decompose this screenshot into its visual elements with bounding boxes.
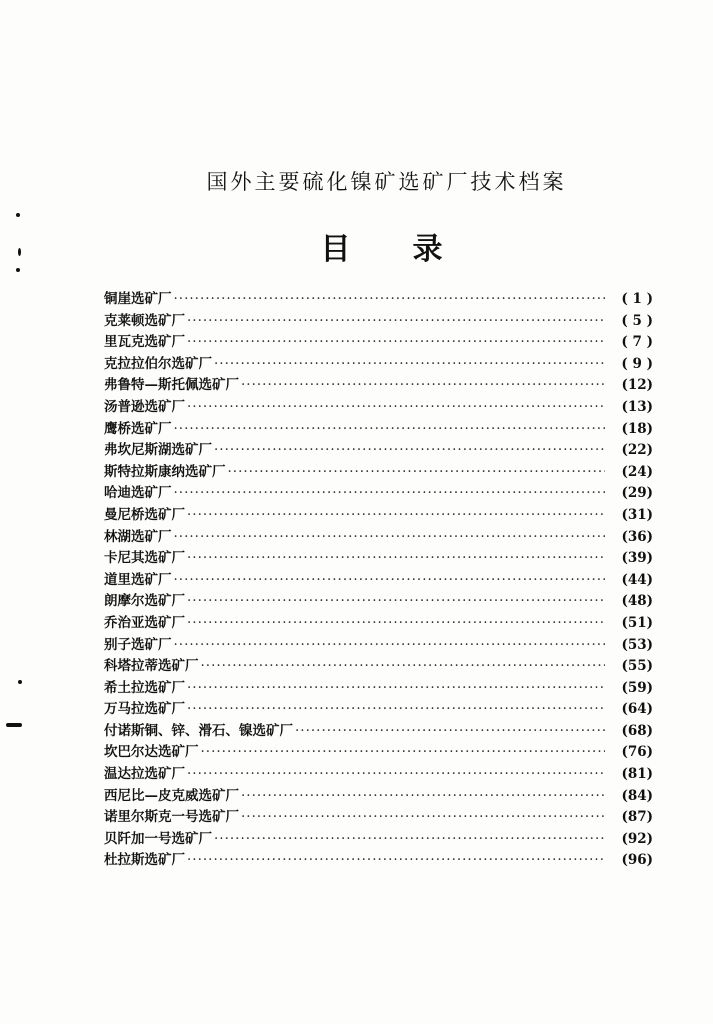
dot-leader — [174, 570, 606, 592]
dot-leader — [187, 311, 605, 333]
toc-entry-title: 万马拉选矿厂 — [104, 701, 185, 718]
dot-leader — [201, 742, 606, 764]
toc-entry-title: 坎巴尔达选矿厂 — [104, 744, 199, 761]
toc-entry-title: 斯特拉斯康纳选矿厂 — [104, 463, 226, 480]
dot-leader — [187, 591, 605, 613]
toc-entry-title: 科塔拉蒂选矿厂 — [104, 658, 199, 675]
toc-entry[interactable] — [104, 635, 653, 657]
dot-leader — [241, 807, 605, 829]
dot-leader — [214, 829, 605, 851]
dot-leader — [228, 462, 606, 484]
dot-leader — [174, 289, 606, 311]
toc-entry-title: 弗坎尼斯湖选矿厂 — [104, 442, 212, 459]
toc-entry-title: 卡尼其选矿厂 — [104, 550, 185, 567]
dot-leader — [174, 527, 606, 549]
scan-speck — [16, 213, 20, 217]
toc-entry[interactable] — [104, 462, 653, 484]
toc-entry-page: (44) — [621, 571, 653, 588]
toc-heading-char-1: 目 — [320, 232, 351, 267]
toc-heading — [0, 224, 713, 268]
toc-entry-page: (92) — [621, 830, 653, 847]
toc-heading-char-2: 录 — [412, 232, 443, 267]
dot-leader — [201, 656, 606, 678]
toc-entry-title: 弗鲁特—斯托佩选矿厂 — [104, 377, 239, 394]
toc-entry[interactable] — [104, 570, 653, 592]
toc-entry-page: (59) — [621, 679, 653, 696]
toc-entry-page: (68) — [621, 722, 653, 739]
toc-entry-page: (36) — [621, 528, 653, 545]
toc-entry[interactable] — [104, 289, 653, 311]
dot-leader — [187, 397, 605, 419]
toc-entry[interactable] — [104, 678, 653, 700]
toc-entry-page: (96) — [621, 852, 653, 869]
toc-entry-title: 道里选矿厂 — [104, 571, 172, 588]
toc-entry[interactable] — [104, 742, 653, 764]
toc-entry-title: 朗摩尔选矿厂 — [104, 593, 185, 610]
dot-leader — [187, 850, 605, 872]
dot-leader — [174, 483, 606, 505]
toc-entry-title: 汤普逊选矿厂 — [104, 398, 185, 415]
toc-entry-title: 希土拉选矿厂 — [104, 679, 185, 696]
toc-entry-page: (55) — [621, 658, 653, 675]
scan-speck — [6, 723, 22, 727]
toc-entry-title: 鹰桥选矿厂 — [104, 420, 172, 437]
toc-entry[interactable] — [104, 656, 653, 678]
toc-entry[interactable] — [104, 397, 653, 419]
toc-entry[interactable] — [104, 548, 653, 570]
toc-entry-title: 杜拉斯选矿厂 — [104, 852, 185, 869]
toc-entry-page: (18) — [621, 420, 653, 437]
toc-entry-title: 付诺斯铜、锌、滑石、镍选矿厂 — [104, 722, 293, 739]
toc-entry-page: (31) — [621, 506, 653, 523]
toc-entry[interactable] — [104, 440, 653, 462]
toc-entry-page: (22) — [621, 442, 653, 459]
toc-entry[interactable] — [104, 829, 653, 851]
dot-leader — [214, 354, 605, 376]
dot-leader — [241, 786, 605, 808]
dot-leader — [174, 419, 606, 441]
dot-leader — [187, 332, 605, 354]
toc-entry-page: (81) — [621, 766, 653, 783]
toc-entry-page: ( 9 ) — [621, 355, 653, 372]
dot-leader — [241, 375, 605, 397]
toc-entry-title: 贝阡加一号选矿厂 — [104, 830, 212, 847]
toc-entry[interactable] — [104, 354, 653, 376]
table-of-contents — [104, 289, 653, 872]
toc-entry-page: ( 1 ) — [621, 291, 653, 307]
toc-entry-page: (51) — [621, 614, 653, 631]
toc-entry-title: 铜崖选矿厂 — [104, 291, 172, 307]
toc-entry-page: (39) — [621, 550, 653, 567]
toc-entry-page: (12) — [621, 377, 653, 394]
toc-entry-page: (48) — [621, 593, 653, 610]
toc-entry[interactable] — [104, 375, 653, 397]
toc-entry-page: (53) — [621, 636, 653, 653]
toc-entry[interactable] — [104, 311, 653, 333]
toc-entry-page: ( 7 ) — [621, 334, 653, 351]
toc-entry-page: (76) — [621, 744, 653, 761]
toc-entry[interactable] — [104, 807, 653, 829]
toc-entry[interactable] — [104, 527, 653, 549]
toc-entry[interactable] — [104, 505, 653, 527]
toc-entry-title: 哈迪选矿厂 — [104, 485, 172, 502]
toc-entry-title: 别子选矿厂 — [104, 636, 172, 653]
toc-entry-title: 曼尼桥选矿厂 — [104, 506, 185, 523]
toc-entry-title: 克拉拉伯尔选矿厂 — [104, 355, 212, 372]
toc-entry-page: ( 5 ) — [621, 312, 653, 329]
toc-entry[interactable] — [104, 591, 653, 613]
toc-entry[interactable] — [104, 786, 653, 808]
dot-leader — [187, 764, 605, 786]
toc-entry-title: 诺里尔斯克一号选矿厂 — [104, 809, 239, 826]
toc-entry-page: (84) — [621, 787, 653, 804]
toc-entry-page: (64) — [621, 701, 653, 718]
toc-entry-title: 里瓦克选矿厂 — [104, 334, 185, 351]
dot-leader — [187, 678, 605, 700]
dot-leader — [187, 505, 605, 527]
toc-entry[interactable] — [104, 721, 653, 743]
toc-entry[interactable] — [104, 764, 653, 786]
toc-entry-title: 乔治亚选矿厂 — [104, 614, 185, 631]
toc-entry-page: (29) — [621, 485, 653, 502]
toc-entry[interactable] — [104, 419, 653, 441]
toc-entry[interactable] — [104, 850, 653, 872]
dot-leader — [187, 613, 605, 635]
toc-entry[interactable] — [104, 699, 653, 721]
toc-entry-title: 林湖选矿厂 — [104, 528, 172, 545]
toc-entry[interactable] — [104, 613, 653, 635]
toc-entry-page: (87) — [621, 809, 653, 826]
toc-entry[interactable] — [104, 332, 653, 354]
dot-leader — [174, 635, 606, 657]
scan-speck — [16, 268, 20, 272]
toc-entry-title: 克莱顿选矿厂 — [104, 312, 185, 329]
toc-entry-title: 西尼比—皮克威选矿厂 — [104, 787, 239, 804]
dot-leader — [187, 548, 605, 570]
dot-leader — [295, 721, 605, 743]
toc-entry-title: 温达拉选矿厂 — [104, 766, 185, 783]
scan-speck — [18, 680, 22, 684]
toc-entry-page: (24) — [621, 463, 653, 480]
dot-leader — [214, 440, 605, 462]
dot-leader — [187, 699, 605, 721]
book-title: 国外主要硫化镍矿选矿厂技术档案 — [206, 170, 567, 194]
toc-entry[interactable] — [104, 483, 653, 505]
toc-entry-page: (13) — [621, 398, 653, 415]
